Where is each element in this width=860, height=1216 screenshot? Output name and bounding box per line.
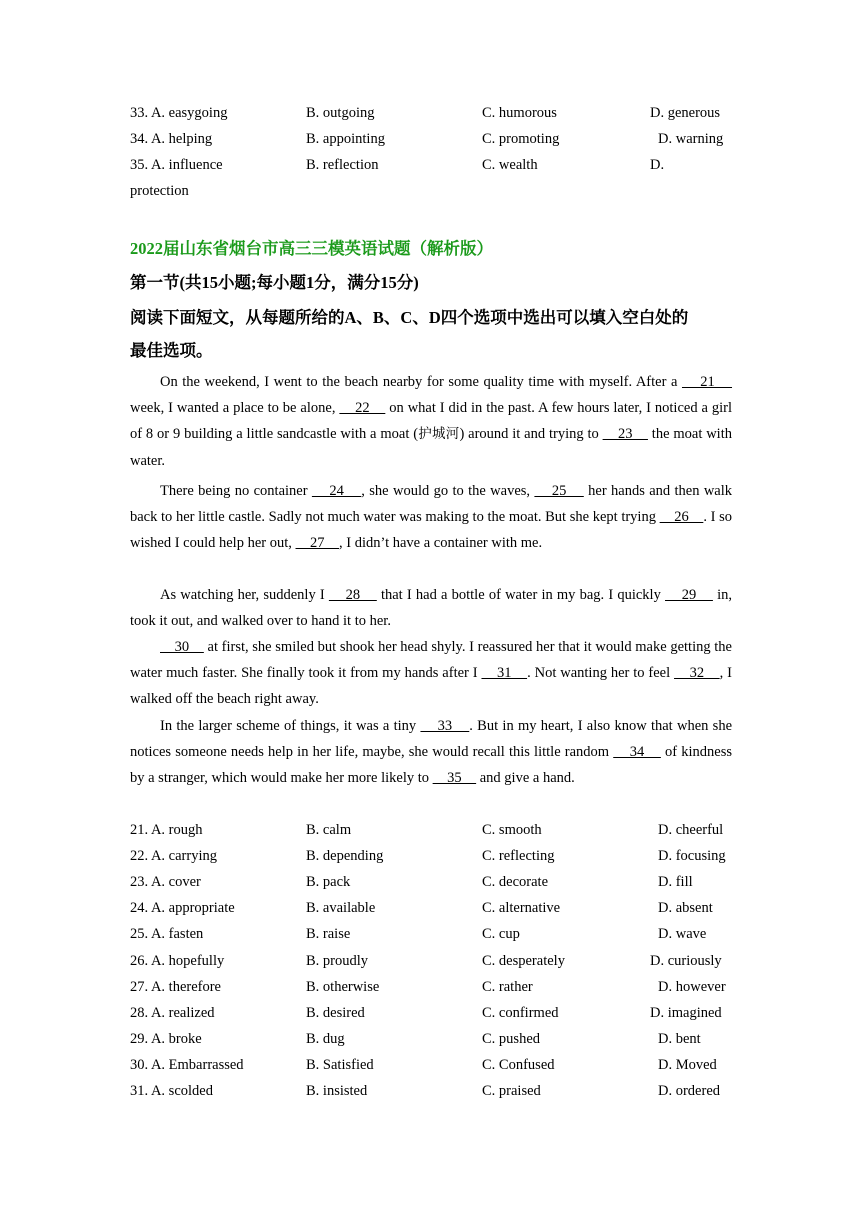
option-d: D. wave <box>658 926 707 943</box>
option-d-continued: protection <box>130 183 189 199</box>
option-b: B. Satisfied <box>306 1056 374 1073</box>
option-row-35-continued <box>130 178 750 204</box>
option-row <box>130 1078 750 1104</box>
option-b: B. outgoing <box>306 105 375 121</box>
option-d: D. <box>650 157 665 173</box>
option-c: C. desperately <box>482 952 565 969</box>
option-a: 21. A. rough <box>130 822 203 838</box>
option-c: C. rather <box>482 978 533 995</box>
option-a: 23. A. cover <box>130 874 201 891</box>
option-row-33 <box>130 100 750 126</box>
option-row-35 <box>130 152 750 178</box>
option-d: D. however <box>658 978 726 995</box>
option-c: C. wealth <box>482 157 538 173</box>
option-c: C. decorate <box>482 874 549 891</box>
blank-32: 32 <box>674 665 720 682</box>
option-a: 34. A. helping <box>130 131 213 147</box>
passage-paragraph-4: 30 at first, she smiled but shook her head shyly. I reassured her that it would make getting the water much faster. She finally took it from my hands after I 31 . Not wanting her to feel 32 , I walked off the beach right away. <box>130 639 732 708</box>
blank-21: 21 <box>681 374 733 390</box>
blank-23: 23 <box>602 426 648 443</box>
blank-24: 24 <box>311 483 362 499</box>
option-a: 31. A. scolded <box>130 1083 213 1099</box>
passage-paragraph-5: In the larger scheme of things, it was a tiny 33 . But in my heart, I also know that when she notices someone needs help in her life, maybe, she would recall this little random 34 of kindness by a stranger, which would make her more likely to 35 and give a hand. <box>130 718 733 787</box>
blank-34: 34 <box>613 744 661 761</box>
option-a: 27. A. therefore <box>130 978 221 995</box>
option-d: D. warning <box>658 131 724 147</box>
option-d: D. focusing <box>658 848 726 865</box>
option-c: C. cup <box>482 926 520 943</box>
option-a: 25. A. fasten <box>130 926 204 943</box>
option-row <box>130 1026 750 1052</box>
option-row <box>130 843 750 869</box>
option-b: B. pack <box>306 874 351 891</box>
option-row <box>130 921 750 947</box>
blank-31: 31 <box>481 665 528 682</box>
option-row-34 <box>130 126 750 152</box>
option-a: 26. A. hopefully <box>130 952 225 969</box>
passage-paragraph-1: On the weekend, I went to the beach nearby for some quality time with myself. After a 21 week, I wanted a place to be alone, 22 on what I did in the past. A few hours later, I noticed a girl of 8 or 9 building a little sandcastle with a moat (护城河) around it and trying to 23 the moat with water. <box>130 374 733 469</box>
option-b: B. insisted <box>306 1083 368 1099</box>
option-d: D. bent <box>658 1030 701 1047</box>
option-c: C. smooth <box>482 822 542 838</box>
option-c: C. humorous <box>482 105 557 121</box>
option-b: B. proudly <box>306 952 369 969</box>
passage-paragraph-3: As watching her, suddenly I 28 that I had a bottle of water in my bag. I quickly 29 in, took it out, and walked over to hand it to her. <box>130 587 733 630</box>
option-row <box>130 1052 750 1078</box>
section-title: 2022届山东省烟台市高三三模英语试题（解析版） <box>130 239 493 258</box>
option-d: D. imagined <box>650 1004 722 1021</box>
option-d: D. Moved <box>658 1056 717 1073</box>
option-d: D. ordered <box>658 1083 721 1099</box>
option-row <box>130 895 750 921</box>
blank-30: 30 <box>160 639 204 655</box>
option-c: C. praised <box>482 1083 541 1099</box>
option-a: 24. A. appropriate <box>130 900 235 917</box>
option-a: 29. A. broke <box>130 1030 202 1047</box>
option-row <box>130 1000 750 1026</box>
option-b: B. dug <box>306 1030 345 1047</box>
passage-paragraph-2: There being no container 24 , she would go to the waves, 25 her hands and then walk back to her little castle. Sadly not much water was making to the moat. But she kept trying 26 . I so wished I could help her out, 27 , I didn’t have a container with me. <box>130 483 733 552</box>
blank-25: 25 <box>534 483 584 499</box>
option-a: 35. A. influence <box>130 157 223 173</box>
option-b: B. otherwise <box>306 978 380 995</box>
option-d: D. fill <box>658 874 693 891</box>
blank-33: 33 <box>420 718 470 734</box>
option-b: B. available <box>306 900 376 917</box>
option-a: 30. A. Embarrassed <box>130 1056 244 1073</box>
option-d: D. cheerful <box>658 822 724 838</box>
blank-28: 28 <box>328 587 377 603</box>
instruction-line-1: 阅读下面短文，从每题所给的A、B、C、D四个选项中选出可以填入空白处的 <box>130 308 689 327</box>
option-b: B. appointing <box>306 131 385 147</box>
option-c: C. promoting <box>482 131 560 147</box>
option-b: B. raise <box>306 926 351 943</box>
option-a: 22. A. carrying <box>130 848 217 865</box>
blank-27: 27 <box>295 535 340 552</box>
option-row <box>130 948 750 974</box>
option-b: B. depending <box>306 848 384 865</box>
option-a: 33. A. easygoing <box>130 105 228 121</box>
blank-35: 35 <box>432 770 477 787</box>
option-b: B. calm <box>306 822 352 838</box>
option-row <box>130 974 750 1000</box>
option-c: C. pushed <box>482 1030 540 1047</box>
option-row <box>130 869 750 895</box>
option-c: C. Confused <box>482 1056 555 1073</box>
option-b: B. reflection <box>306 157 379 173</box>
instruction-line-2: 最佳选项。 <box>130 341 213 360</box>
option-d: D. generous <box>650 105 721 121</box>
option-row <box>130 817 750 843</box>
option-c: C. alternative <box>482 900 561 917</box>
option-d: D. curiously <box>650 952 722 969</box>
blank-26: 26 <box>659 509 704 526</box>
option-a: 28. A. realized <box>130 1004 215 1021</box>
section-subtitle: 第一节(共15小题;每小题1分，满分15分) <box>130 273 419 292</box>
blank-22: 22 <box>339 400 386 417</box>
option-c: C. confirmed <box>482 1004 559 1021</box>
option-c: C. reflecting <box>482 848 555 865</box>
option-b: B. desired <box>306 1004 365 1021</box>
blank-29: 29 <box>665 587 713 603</box>
option-d: D. absent <box>658 900 713 917</box>
